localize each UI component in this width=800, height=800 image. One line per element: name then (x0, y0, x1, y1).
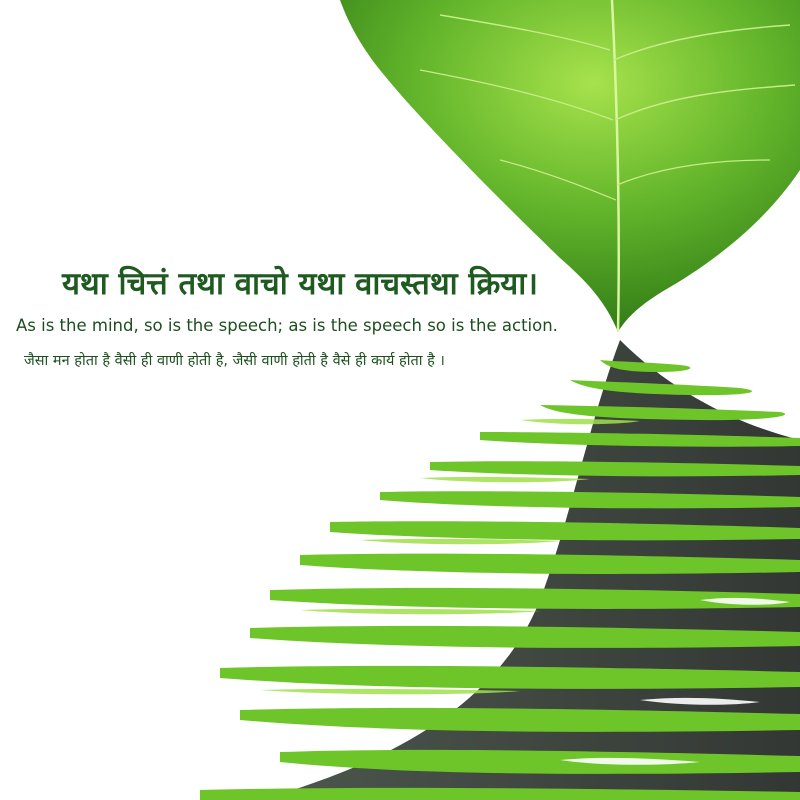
english-translation: As is the mind, so is the speech; as is the speech so is the action. (16, 316, 558, 335)
sanskrit-verse: यथा चित्तं तथा वाचो यथा वाचस्तथा क्रिया। (61, 266, 539, 302)
hindi-translation: जैसा मन होता है वैसी ही वाणी होती है, जैसी वाणी होती है वैसे ही कार्य होता है । (24, 353, 445, 369)
water-reflection-image (200, 340, 800, 800)
